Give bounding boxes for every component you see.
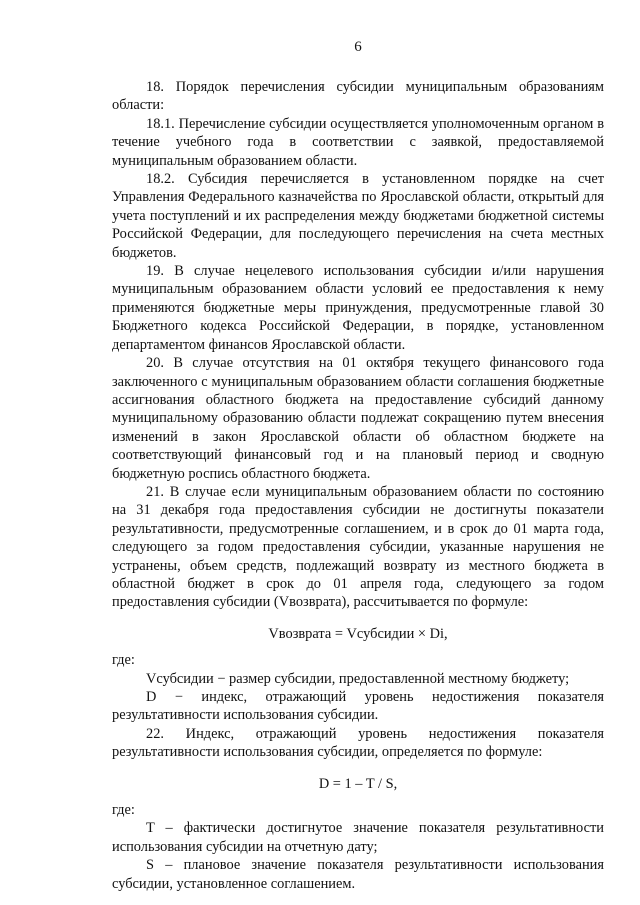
paragraph-22: 22. Индекс, отражающий уровень недостижения показателя результативности использования субсидии, определяется по формуле:	[112, 725, 604, 761]
definition-d-index: D − индекс, отражающий уровень недостижения показателя результативности использования субсидии.	[112, 689, 604, 724]
paragraph-21: 21. В случае если муниципальным образованием области по состоянию на 31 декабря года предоставления субсидии не достигнуты показатели результативности, предусмотренные соглашением, и в срок до 01 марта года, следующего за годом предоставления субсидии, указанные нарушения не устранены, объем средств, подлежащий возврату из местного бюджета в областной бюджет в срок до 01 апреля года, следующего за годом предоставления субсидии (Vвозврата), рассчитывается по формуле:	[112, 483, 604, 611]
definition-s: S – плановое значение показателя результативности использования субсидии, установленное соглашением.	[112, 857, 604, 892]
definition-vsubsidy: Vсубсидии − размер субсидии, предоставленной местному бюджету;	[146, 670, 570, 687]
paragraph-20: 20. В случае отсутствия на 01 октября текущего финансового года заключенного с муниципальным образованием области соглашения бюджетные ассигнования областного бюджета на предоставление субсидий данному муниципальному образованию области подлежат сокращению путем внесения изменений в закон Ярославской области об областном бюджете на соответствующий финансовый год и на плановый период и сводную бюджетную роспись областного бюджета.	[112, 355, 604, 482]
page-number: 6	[354, 39, 362, 55]
paragraph-19: 19. В случае нецелевого использования субсидии и/или нарушения муниципальным образованием области условий ее предоставления к нему применяются бюджетные меры принуждения, предусмотренные главой 30 Бюджетного кодекса Российской Федерации, в порядке, установленном департаментом финансов Ярославской области.	[112, 263, 604, 353]
paragraph-18-2: 18.2. Субсидия перечисляется в установленном порядке на счет Управления Федерального казначейства по Ярославской области, открытый для учета поступлений и их распределения между бюджетами бюджетной системы Российской Федерации, для последующего перечисления на счета местных бюджетов.	[112, 171, 604, 261]
formula-d-index: D = 1 – T / S,	[318, 775, 398, 792]
paragraph-18-1: 18.1. Перечисление субсидии осуществляется уполномоченным органом в течение учебного года в соответствии с заявкой, предоставляемой муниципальным образованием области.	[112, 115, 604, 169]
where-label-1: где:	[112, 652, 135, 669]
formula-return-volume: Vвозврата = Vсубсидии × Di,	[268, 625, 448, 642]
where-label-2: где:	[112, 802, 135, 819]
paragraph-18: 18. Порядок перечисления субсидии муниципальным образованиям области:	[112, 79, 604, 114]
definition-t: T – фактически достигнутое значение показателя результативности использования субсидии на отчетную дату;	[112, 820, 604, 855]
